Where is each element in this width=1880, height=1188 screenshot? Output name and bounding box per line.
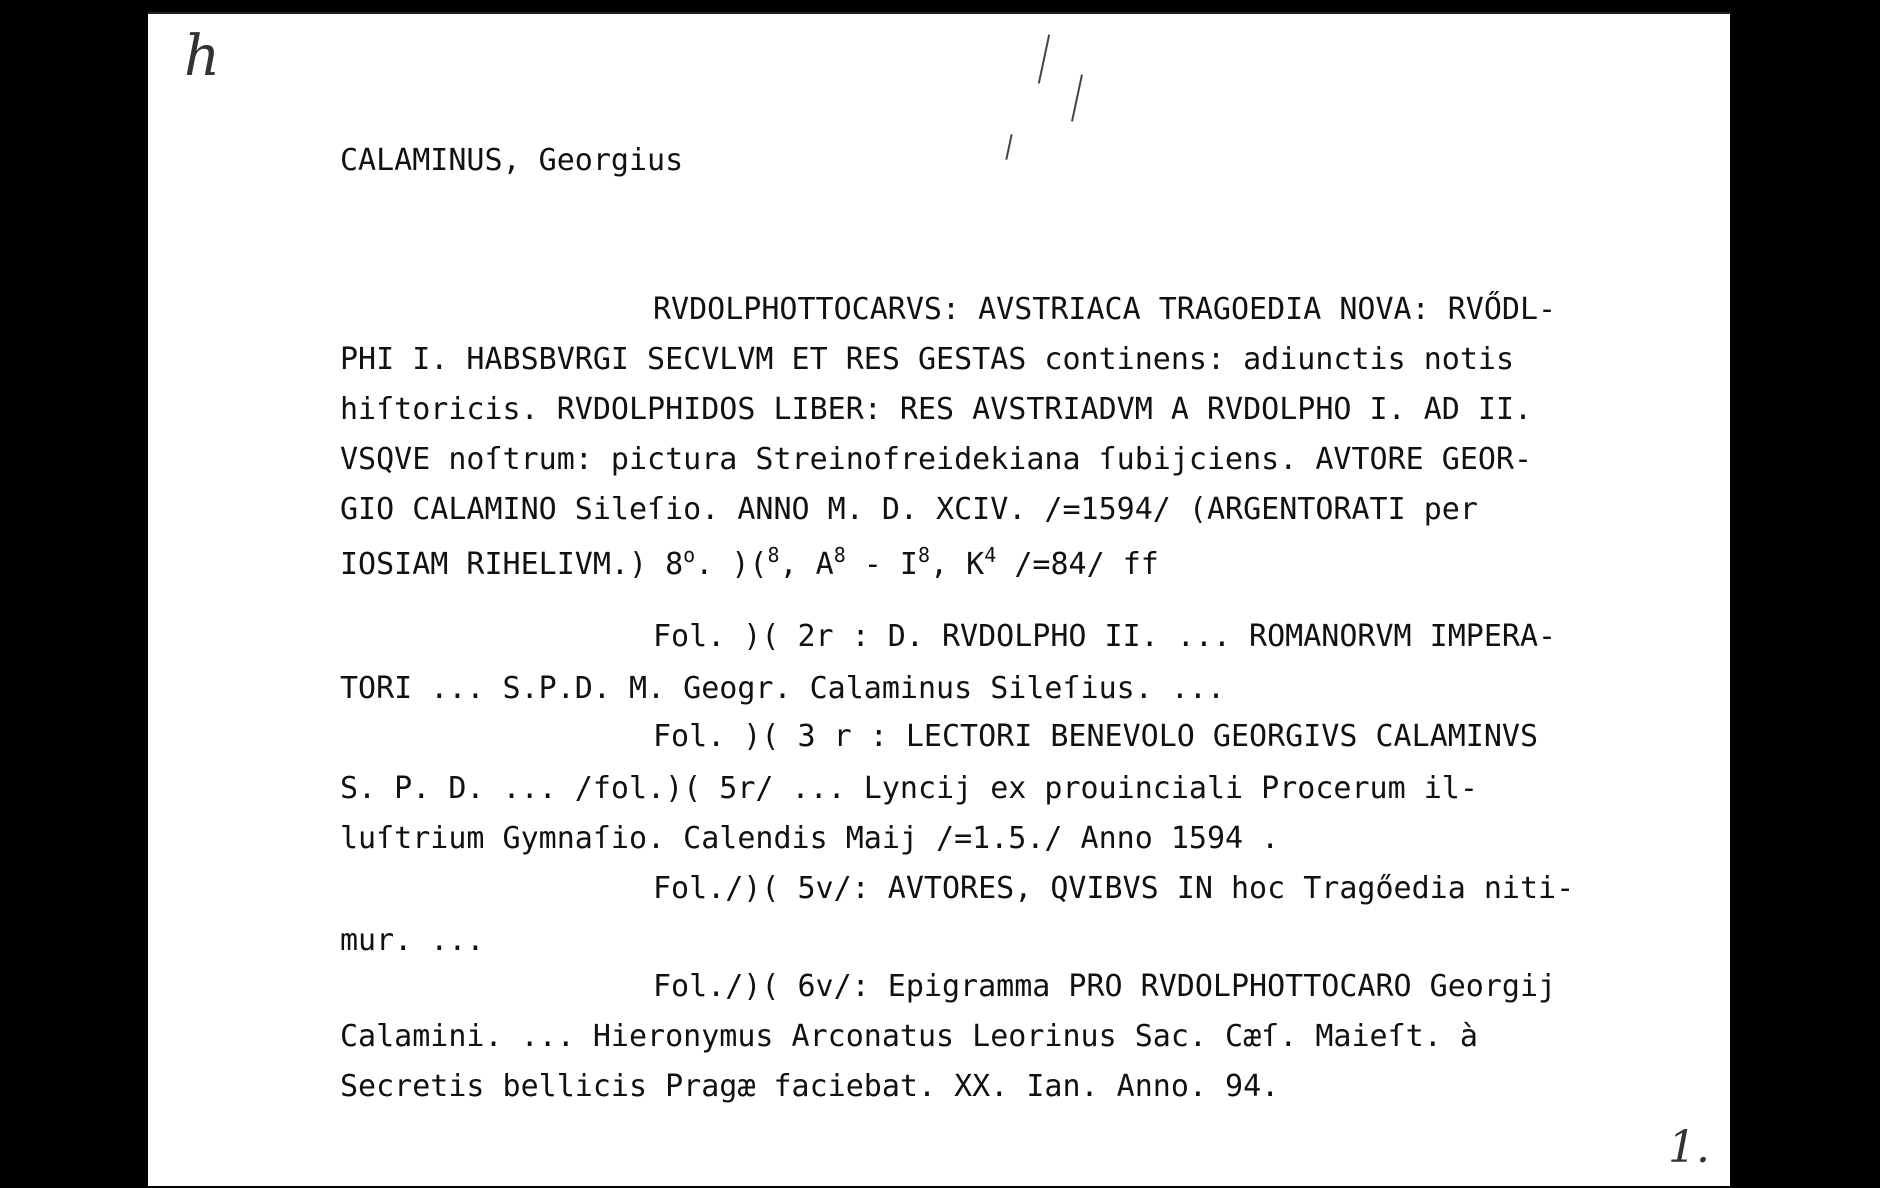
format-superscript: o bbox=[683, 543, 696, 567]
pencil-stroke bbox=[1005, 134, 1012, 160]
text-line: S. P. D. ... /fol.)( 5r/ ... Lyncij ex prouinciali Procerum il- bbox=[340, 771, 1478, 806]
collation-line bbox=[340, 545, 1159, 580]
collation-text: . )( bbox=[695, 547, 768, 582]
signature-superscript: 8 bbox=[767, 543, 780, 567]
collation-text: IOSIAM RIHELIVM.) 8 bbox=[340, 547, 684, 582]
collation-text: - I bbox=[845, 547, 918, 582]
collation-text: , K bbox=[930, 547, 985, 582]
card-heading: CALAMINUS, Georgius bbox=[340, 143, 684, 178]
signature-superscript: 8 bbox=[918, 543, 931, 567]
text-line: Fol./)( 6v/: Epigramma PRO RVDOLPHOTTOCARO Georgij bbox=[653, 969, 1557, 1004]
text-line: Fol. )( 2r : D. RVDOLPHO II. ... ROMANORVM IMPERA- bbox=[653, 619, 1557, 654]
signature-superscript: 8 bbox=[833, 543, 846, 567]
text-line: Fol./)( 5v/: AVTORES, QVIBVS IN hoc Tragőedia niti- bbox=[653, 871, 1575, 906]
text-line: luſtrium Gymnaſio. Calendis Maij /=1.5./ Anno 1594 . bbox=[340, 821, 1280, 856]
text-line: GIO CALAMINO Sileſio. ANNO M. D. XCIV. /=1594/ (ARGENTORATI per bbox=[340, 492, 1478, 527]
pencil-stroke bbox=[1038, 34, 1050, 83]
text-line: Calamini. ... Hieronymus Arconatus Leorinus Sac. Cæſ. Maieſt. à bbox=[340, 1019, 1478, 1054]
signature-superscript: 4 bbox=[984, 543, 997, 567]
page-number-handwritten: 1. bbox=[1668, 1122, 1710, 1173]
text-line: PHI I. HABSBVRGI SECVLVM ET RES GESTAS continens: adiunctis notis bbox=[340, 342, 1514, 377]
text-line: Secretis bellicis Pragæ faciebat. XX. Ian. Anno. 94. bbox=[340, 1069, 1280, 1104]
pencil-stroke bbox=[1071, 74, 1083, 121]
text-line: hiſtoricis. RVDOLPHIDOS LIBER: RES AVSTRIADVM A RVDOLPHO I. AD II. bbox=[340, 392, 1533, 427]
collation-text: , A bbox=[779, 547, 834, 582]
text-line: mur. ... bbox=[340, 923, 485, 958]
text-line: Fol. )( 3 r : LECTORI BENEVOLO GEORGIVS CALAMINVS bbox=[653, 719, 1539, 754]
text-line: RVDOLPHOTTOCARVS: AVSTRIACA TRAGOEDIA NOVA: RVŐDL- bbox=[653, 292, 1557, 327]
text-line: TORI ... S.P.D. M. Geogr. Calaminus Sileſius. ... bbox=[340, 671, 1226, 706]
corner-handwritten-mark: h bbox=[184, 24, 221, 89]
catalog-card bbox=[148, 12, 1730, 1186]
text-line: VSQVE noſtrum: pictura Streinofreidekiana ſubijciens. AVTORE GEOR- bbox=[340, 442, 1533, 477]
collation-text: /=84/ ff bbox=[996, 547, 1159, 582]
